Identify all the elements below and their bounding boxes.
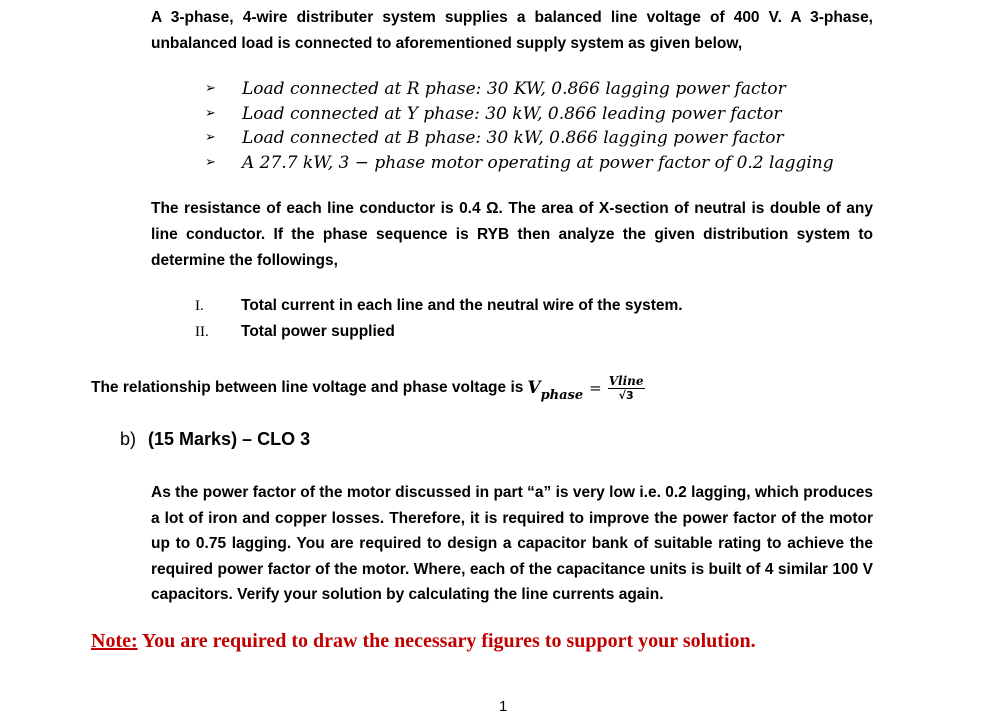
page-number: 1 bbox=[499, 698, 508, 715]
phase-subscript: phase bbox=[540, 388, 584, 403]
note-text: You are required to draw the necessary figures to support your solution. bbox=[141, 630, 756, 652]
task-text: Total current in each line and the neutral wire of the system. bbox=[241, 297, 683, 314]
part-b-title: (15 Marks) – CLO 3 bbox=[148, 429, 311, 449]
load-motor: A 27.7 kW, 3 − phase motor operating at power factor of 0.2 lagging bbox=[242, 152, 834, 173]
fraction-numerator: Vline bbox=[608, 373, 644, 388]
intro-paragraph: A 3-phase, 4-wire distributer system supplies a balanced line voltage of 400 V. A 3-phase, unbalanced load is connected to aforementioned supply system as given below, bbox=[151, 9, 873, 52]
load-y-phase: Load connected at Y phase: 30 kW, 0.866 leading power factor bbox=[242, 103, 782, 124]
voltage-relation bbox=[91, 372, 645, 404]
arrow-bullet-icon: ➢ bbox=[205, 130, 216, 145]
fraction-denominator: √3 bbox=[618, 388, 634, 402]
part-b-label: b) bbox=[120, 429, 137, 449]
part-b-paragraph: As the power factor of the motor discussed in part “a” is very low i.e. 0.2 lagging, which produces a lot of iron and copper losses. Therefore, it is required to improve the power factor of the motor up to 0.75 lagging. You are required to design a capacitor bank of suitable rating to achieve the required power factor of the motor. Where, each of the capacitance units is built of 4 similar 100 V capacitors. Verify your solution by calculating the line currents again. bbox=[151, 484, 873, 604]
arrow-bullet-icon: ➢ bbox=[205, 154, 216, 170]
relation-text: The relationship between line voltage and phase voltage is bbox=[91, 379, 524, 396]
task-number: I. bbox=[195, 298, 204, 314]
arrow-bullet-icon: ➢ bbox=[205, 105, 216, 121]
load-b-phase: Load connected at B phase: 30 kW, 0.866 lagging power factor bbox=[242, 128, 784, 148]
equals-sign: = bbox=[589, 379, 602, 397]
note-label: Note: bbox=[91, 630, 138, 652]
task-text: Total power supplied bbox=[241, 323, 395, 340]
arrow-bullet-icon: ➢ bbox=[205, 81, 216, 96]
task-number: II. bbox=[195, 324, 209, 340]
load-r-phase: Load connected at R phase: 30 KW, 0.866 lagging power factor bbox=[242, 79, 786, 99]
note bbox=[91, 630, 756, 653]
resistance-paragraph: The resistance of each line conductor is 0.4 Ω. The area of X-section of neutral is double of any line conductor. If the phase sequence is RYB then analyze the given distribution system to determine the followings, bbox=[151, 200, 873, 269]
part-b-heading bbox=[120, 429, 310, 450]
fraction bbox=[608, 375, 645, 402]
phase-voltage-symbol: $V_{phase}$ bbox=[527, 378, 584, 403]
